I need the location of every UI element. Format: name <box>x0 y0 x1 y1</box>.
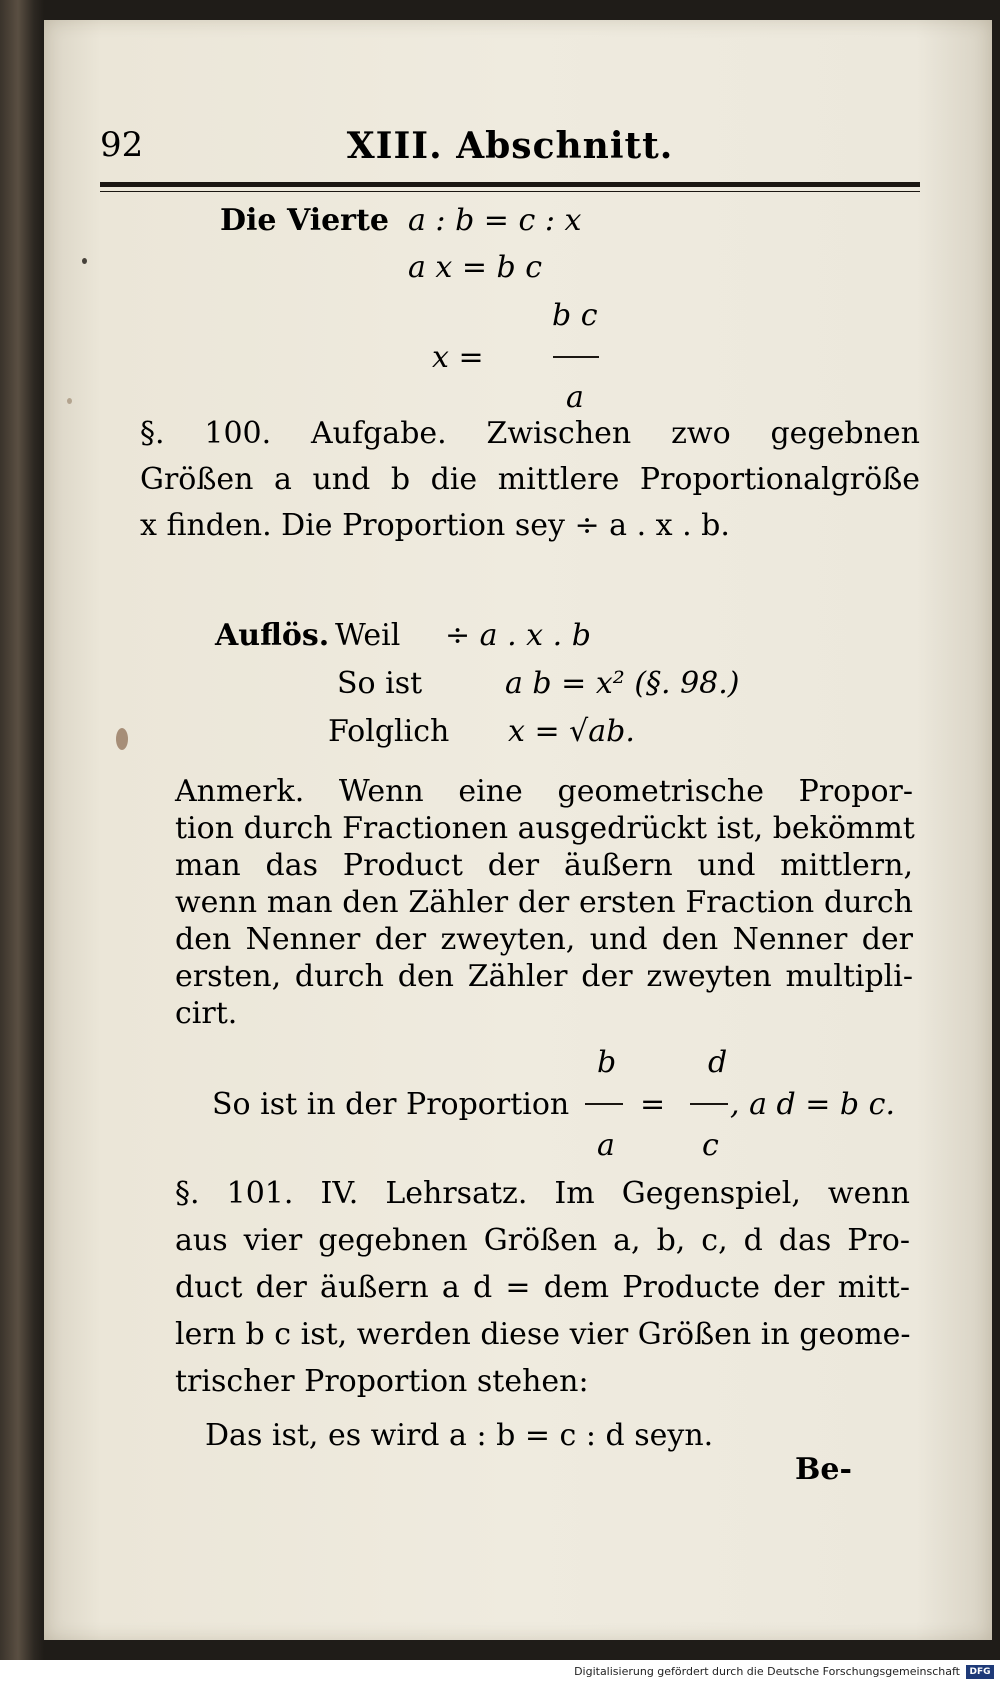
example-intro: So ist in der Proportion <box>212 1087 570 1122</box>
text-line: wenn man den Zähler der ersten Fraction durch <box>175 885 913 920</box>
equals-sign: = <box>640 1087 666 1122</box>
text-line: aus vier gegebnen Größen a, b, c, d das Pro- <box>175 1223 910 1258</box>
fraction-denominator: a <box>566 380 584 415</box>
page-number: 92 <box>100 125 144 165</box>
label-aufloesung: Auflös. <box>215 618 330 653</box>
text-line: Größen a und b die mittlere Proportionalgröße <box>140 462 920 497</box>
header-rule-thin <box>100 191 920 192</box>
fraction-numerator: b c <box>552 298 598 333</box>
text-line: man das Product der äußern und mittlern, <box>175 848 913 883</box>
label-die-vierte: Die Vierte <box>220 203 389 238</box>
fraction-bar <box>585 1103 623 1105</box>
text-line: ersten, durch den Zähler der zweyten multipli- <box>175 959 913 994</box>
text-line: x finden. Die Proportion sey ÷ a . x . b. <box>140 508 730 543</box>
text-line: den Nenner der zweyten, und den Nenner der <box>175 922 913 957</box>
ink-dot <box>82 258 87 264</box>
equation-x-lhs: x = <box>432 340 484 375</box>
dfg-logo: DFG <box>966 1665 994 1679</box>
text-line: §. 100. Aufgabe. Zwischen zwo gegebnen <box>140 416 920 451</box>
text-line: cirt. <box>175 996 238 1031</box>
equation-product: a x = b c <box>408 250 543 285</box>
running-head <box>100 125 920 175</box>
footer-credit: Digitalisierung gefördert durch die Deutsche Forschungsgemeinschaft <box>574 1665 960 1678</box>
section-100-paragraph <box>140 415 920 544</box>
fraction2-numerator: d <box>708 1045 728 1080</box>
ink-dot <box>67 398 72 404</box>
fraction1-numerator: b <box>597 1045 617 1080</box>
text-line: duct der äußern a d = dem Producte der mitt- <box>175 1270 910 1305</box>
digitization-footer <box>0 1660 1000 1687</box>
word-folglich: Folglich <box>328 714 450 749</box>
fraction-bar <box>690 1103 728 1105</box>
section-101-paragraph <box>175 1175 910 1400</box>
equation-proportion: a : b = c : x <box>408 203 582 238</box>
header-rule <box>100 182 920 187</box>
text-line: trischer Proportion stehen: <box>175 1364 589 1399</box>
word-weil: Weil <box>335 618 401 653</box>
chapter-title: XIII. Abschnitt. <box>346 125 674 167</box>
remark-paragraph <box>175 773 913 1032</box>
expression-continued-proportion: ÷ a . x . b <box>445 618 591 653</box>
fraction2-denominator: c <box>702 1128 719 1163</box>
catchword: Be- <box>795 1452 852 1487</box>
text-line: lern b c ist, werden diese vier Größen in geome- <box>175 1317 911 1352</box>
example-tail: , a d = b c. <box>730 1087 895 1122</box>
word-so-ist: So ist <box>337 666 423 701</box>
text-line: Anmerk. Wenn eine geometrische Propor- <box>175 774 913 809</box>
fraction1-denominator: a <box>597 1128 615 1163</box>
ink-stain <box>116 728 128 750</box>
text-line: §. 101. IV. Lehrsatz. Im Gegenspiel, wenn <box>175 1176 910 1211</box>
conclusion-line: Das ist, es wird a : b = c : d seyn. <box>205 1418 714 1453</box>
expression-root: x = √ab. <box>508 714 635 749</box>
fraction-bar <box>553 356 599 358</box>
text-line: tion durch Fractionen ausgedrückt ist, bekömmt <box>175 811 915 846</box>
expression-ab-equals: a b = x² (§. 98.) <box>505 666 740 701</box>
